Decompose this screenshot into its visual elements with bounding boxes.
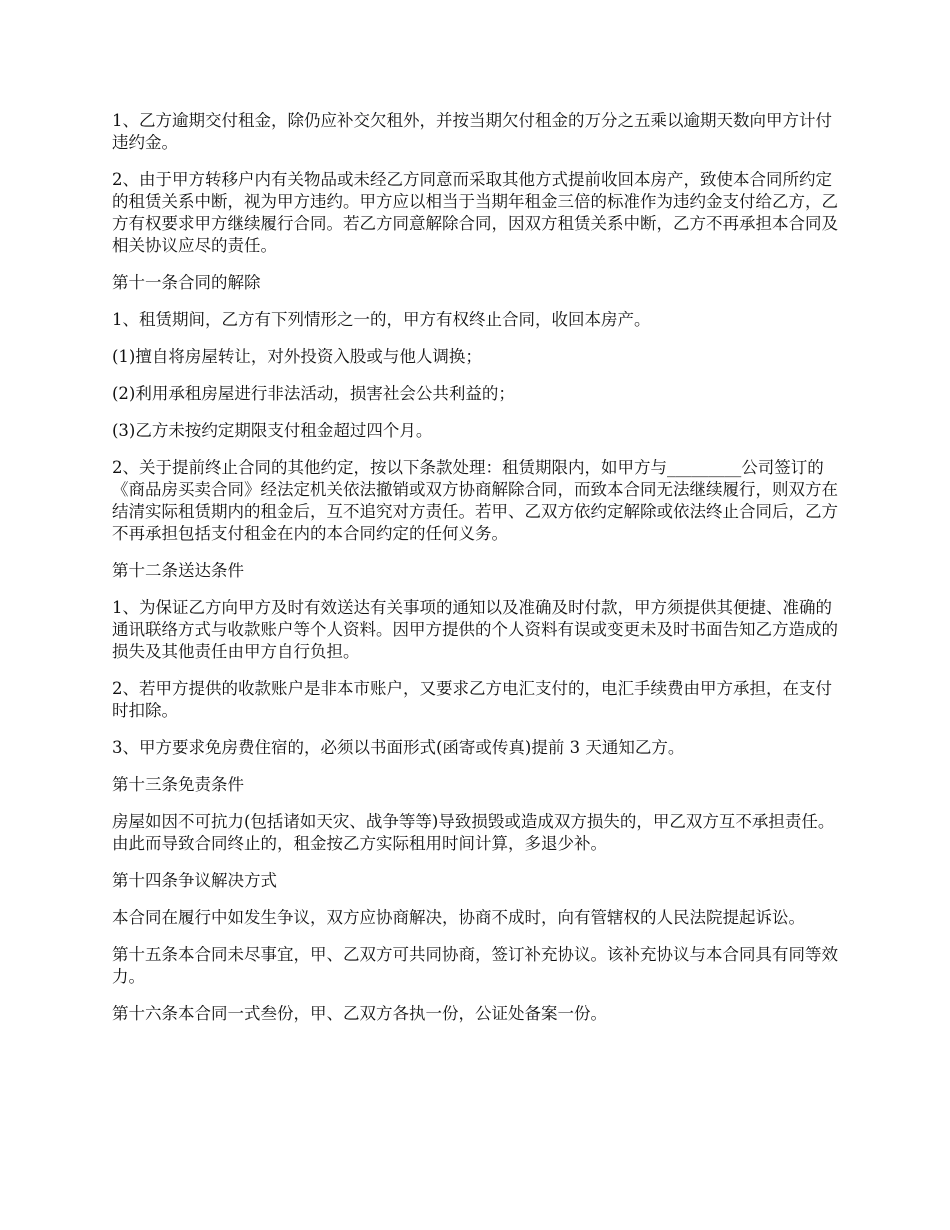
list-item-termination-2: (2)利用承租房屋进行非法活动，损害社会公共利益的；: [112, 384, 515, 403]
paragraph-force-majeure: 房屋如因不可抗力(包括诸如天灾、战争等等)导致损毁或造成双方损失的，甲乙双方互不承担责任。由此而导致合同终止的，租金按乙方实际租用时间计算，多退少补。: [112, 812, 835, 853]
paragraph-notice-delivery-3: 3、甲方要求免房费住宿的，必须以书面形式(函寄或传真)提前 3 天通知乙方。: [112, 738, 685, 757]
paragraph-article-16: 第十六条本合同一式叁份，甲、乙双方各执一份，公证处备案一份。: [112, 1004, 607, 1023]
paragraph-notice-delivery-1: 1、为保证乙方向甲方及时有效送达有关事项的通知以及准确及时付款，甲方须提供其便捷、准确的通讯联络方式与收款账户等个人资料。因甲方提供的个人资料有误或变更未及时书面告知乙方造成的损失及其他责任由甲方自行负担。: [112, 598, 838, 661]
heading-article-11: 第十一条合同的解除: [112, 273, 261, 292]
paragraph-penalty-late-rent: 1、乙方逾期交付租金，除仍应补交欠租外，并按当期欠付租金的万分之五乘以逾期天数向甲方计付违约金。: [112, 111, 832, 152]
list-item-termination-1: (1)擅自将房屋转让，对外投资入股或与他人调换；: [112, 347, 482, 366]
list-item-termination-3: (3)乙方未按约定期限支付租金超过四个月。: [112, 421, 433, 440]
paragraph-dispute-resolution: 本合同在履行中如发生争议，双方应协商解决，协商不成时，向有管辖权的人民法院提起诉讼。: [112, 908, 805, 927]
heading-article-12: 第十二条送达条件: [112, 561, 244, 580]
paragraph-article-15: 第十五条本合同未尽事宜，甲、乙双方可共同协商，签订补充协议。该补充协议与本合同具有同等效力。: [112, 945, 838, 986]
paragraph-early-termination: 2、关于提前终止合同的其他约定，按以下条款处理：租赁期限内，如甲方与_________公司签订的《商品房买卖合同》经法定机关依法撤销或双方协商解除合同，而致本合同无法继续履行，则双方在结清实际租赁期内的租金后，互不追究对方责任。若甲、乙双方依约定解除或依法终止合同后，乙方不再承担包括支付租金在内的本合同约定的任何义务。: [112, 458, 838, 543]
paragraph-penalty-early-repossession: 2、由于甲方转移户内有关物品或未经乙方同意而采取其他方式提前收回本房产，致使本合同所约定的租赁关系中断，视为甲方违约。甲方应以相当于当期年租金三倍的标准作为违约金支付给乙方，乙方有权要求甲方继续履行合同。若乙方同意解除合同，因双方租赁关系中断，乙方不再承担本合同及相关协议应尽的责任。: [112, 170, 838, 255]
paragraph-termination-conditions: 1、租赁期间，乙方有下列情形之一的，甲方有权终止合同，收回本房产。: [112, 310, 651, 329]
heading-article-13: 第十三条免责条件: [112, 775, 244, 794]
paragraph-notice-delivery-2: 2、若甲方提供的收款账户是非本市账户，又要求乙方电汇支付的，电汇手续费由甲方承担，在支付时扣除。: [112, 679, 832, 720]
heading-article-14: 第十四条争议解决方式: [112, 871, 277, 890]
